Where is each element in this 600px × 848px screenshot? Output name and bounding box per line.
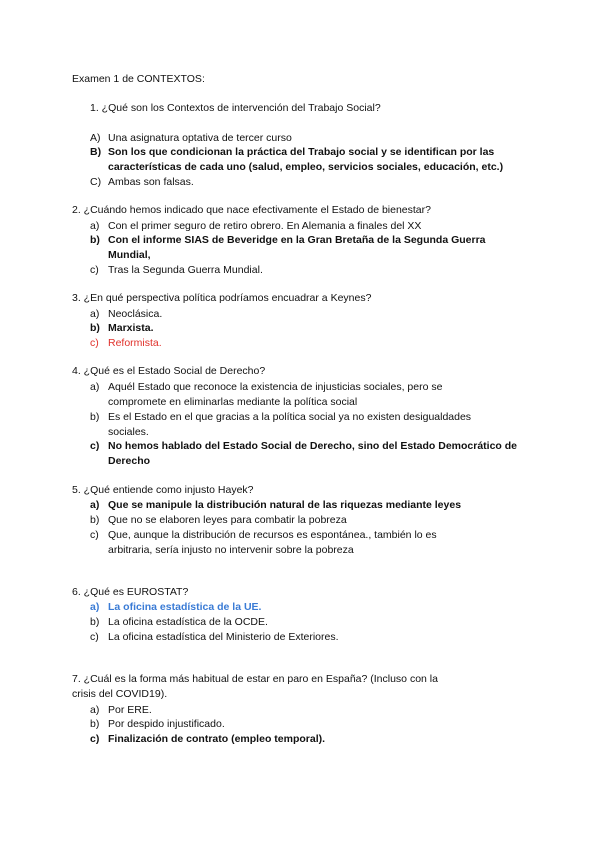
option-text: Son los que condicionan la práctica del Trabajo social y se identifican por las características de cada uno (salud, empleo, servicios sociales, educación, etc.)	[108, 146, 504, 173]
option-text: Aquél Estado que reconoce la existencia de injusticias sociales, pero se compromete en eliminarlas mediante la política social	[108, 381, 443, 408]
option-label: c)	[90, 440, 100, 452]
option-text: Una asignatura optativa de tercer curso	[108, 132, 292, 144]
option-label: c)	[90, 337, 99, 349]
question-5: 5. ¿Qué entiende como injusto Hayek?	[72, 484, 254, 496]
q4-option-a	[90, 380, 490, 410]
option-label: c)	[90, 631, 99, 643]
q3-option-b	[90, 321, 550, 336]
option-text: Marxista.	[108, 322, 154, 334]
option-text: Neoclásica.	[108, 308, 163, 320]
option-text: La oficina estadística de la OCDE.	[108, 616, 268, 628]
option-label: c)	[90, 733, 100, 745]
option-text: Reformista.	[108, 337, 162, 349]
q1-option-b	[90, 145, 540, 175]
option-label: a)	[90, 381, 100, 393]
option-text: Por ERE.	[108, 704, 152, 716]
option-label: b)	[90, 514, 100, 526]
option-text: Ambas son falsas.	[108, 176, 194, 188]
option-text: Con el primer seguro de retiro obrero. En Alemania a finales del XX	[108, 220, 422, 232]
q4-option-c	[90, 439, 540, 469]
option-label: a)	[90, 704, 100, 716]
option-text: Con el informe SIAS de Beveridge en la Gran Bretaña de la Segunda Guerra Mundial,	[108, 234, 486, 261]
q1-option-a	[90, 131, 550, 146]
question-1: 1. ¿Qué son los Contextos de intervención del Trabajo Social?	[90, 102, 381, 114]
q5-option-b	[90, 513, 550, 528]
option-label: B)	[90, 146, 102, 158]
q2-option-c	[90, 263, 550, 278]
option-text: La oficina estadística de la UE.	[108, 601, 262, 613]
q2-option-a	[90, 219, 550, 234]
q5-option-c	[90, 528, 480, 558]
q1-option-c	[90, 175, 550, 190]
option-label: b)	[90, 718, 100, 730]
question-7-continued: crisis del COVID19).	[72, 688, 168, 700]
question-4: 4. ¿Qué es el Estado Social de Derecho?	[72, 365, 266, 377]
option-text: Que, aunque la distribución de recursos es espontánea., también lo es arbitraria, sería injusto no intervenir sobre la pobreza	[108, 529, 437, 556]
option-text: No hemos hablado del Estado Social de Derecho, sino del Estado Democrático de Derecho	[108, 440, 518, 467]
q2-option-b	[90, 233, 520, 263]
q7-option-c	[90, 732, 550, 747]
question-2: 2. ¿Cuándo hemos indicado que nace efectivamente el Estado de bienestar?	[72, 204, 431, 216]
page-title: Examen 1 de CONTEXTOS:	[72, 73, 205, 85]
question-3: 3. ¿En qué perspectiva política podríamos encuadrar a Keynes?	[72, 292, 372, 304]
option-text: Tras la Segunda Guerra Mundial.	[108, 264, 263, 276]
question-7: 7. ¿Cuál es la forma más habitual de estar en paro en España? (Incluso con la	[72, 673, 438, 685]
option-label: b)	[90, 411, 100, 423]
option-label: a)	[90, 601, 100, 613]
option-label: b)	[90, 322, 100, 334]
option-text: Es el Estado en el que gracias a la política social ya no existen desigualdades sociales.	[108, 411, 472, 438]
option-text: Finalización de contrato (empleo temporal).	[108, 733, 326, 745]
q6-option-a	[90, 600, 550, 615]
option-text: Que no se elaboren leyes para combatir la pobreza	[108, 514, 347, 526]
q6-option-c	[90, 630, 550, 645]
option-text: Por despido injustificado.	[108, 718, 225, 730]
option-label: c)	[90, 264, 99, 276]
option-label: A)	[90, 132, 101, 144]
option-label: a)	[90, 220, 100, 232]
q4-option-b	[90, 410, 510, 440]
option-label: a)	[90, 308, 100, 320]
option-text: Que se manipule la distribución natural de las riquezas mediante leyes	[108, 499, 462, 511]
option-label: a)	[90, 499, 100, 511]
option-label: c)	[90, 529, 99, 541]
option-label: b)	[90, 234, 100, 246]
q6-option-b	[90, 615, 550, 630]
q5-option-a	[90, 498, 550, 513]
question-6: 6. ¿Qué es EUROSTAT?	[72, 586, 189, 598]
option-label: C)	[90, 176, 102, 188]
q3-option-a	[90, 307, 550, 322]
q7-option-b	[90, 717, 550, 732]
q3-option-c	[90, 336, 550, 351]
option-text: La oficina estadística del Ministerio de Exteriores.	[108, 631, 339, 643]
option-label: b)	[90, 616, 100, 628]
q7-option-a	[90, 703, 550, 718]
